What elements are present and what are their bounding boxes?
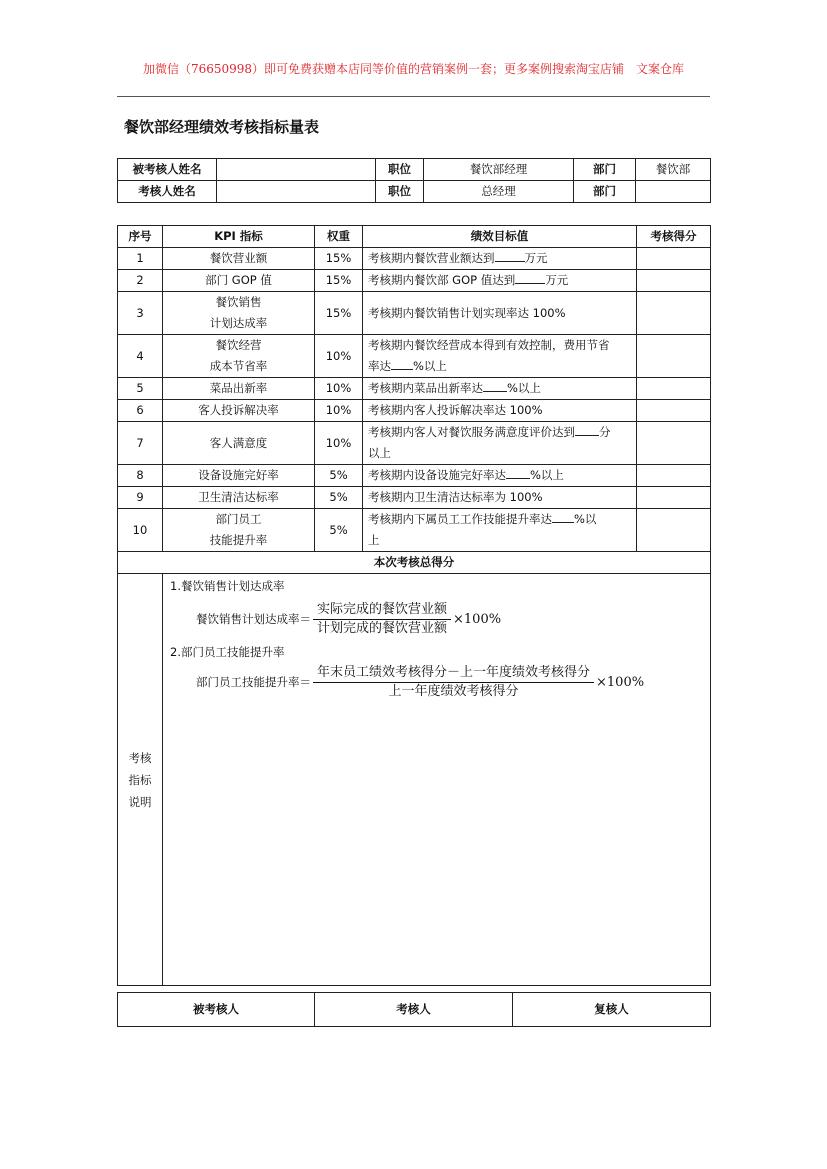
assessor-position-value: 总经理	[424, 181, 574, 203]
row-kpi: 餐饮营业额	[163, 248, 315, 270]
table-row	[118, 400, 711, 422]
assessee-position-label: 职位	[376, 159, 424, 181]
fill-blank[interactable]	[391, 357, 413, 370]
fill-blank[interactable]	[515, 271, 545, 284]
row-target: 考核期内客人对餐饮服务满意度评价达到 分 以上	[363, 422, 637, 465]
row-score-field[interactable]	[637, 248, 711, 270]
assessor-dept-label: 部门	[574, 181, 636, 203]
table-row	[118, 248, 711, 270]
row-no: 10	[118, 509, 163, 552]
row-no: 2	[118, 270, 163, 292]
page-title: 餐饮部经理绩效考核指标量表	[124, 118, 320, 136]
row-weight: 10%	[315, 422, 363, 465]
row-weight: 5%	[315, 487, 363, 509]
row-target: 考核期内餐饮销售计划实现率达 100%	[363, 292, 637, 335]
formula-2-heading: 2.部门员工技能提升率	[170, 645, 285, 659]
row-score-field[interactable]	[637, 422, 711, 465]
row-kpi: 客人满意度	[163, 422, 315, 465]
row-target: 考核期内餐饮营业额达到 万元	[363, 248, 637, 270]
formula-2-numerator: 年末员工绩效考核得分－上一年度绩效考核得分	[313, 664, 594, 683]
row-weight: 10%	[315, 378, 363, 400]
row-kpi: 餐饮经营 成本节省率	[163, 335, 315, 378]
row-score-field[interactable]	[637, 292, 711, 335]
assessee-dept-value: 餐饮部	[636, 159, 711, 181]
formula-2-denominator: 上一年度绩效考核得分	[388, 684, 519, 699]
row-weight: 5%	[315, 465, 363, 487]
info-row-assessee	[118, 159, 711, 181]
assessee-name-field[interactable]	[217, 159, 376, 181]
row-no: 1	[118, 248, 163, 270]
row-target: 考核期内餐饮经营成本得到有效控制，费用节省 率达 %以上	[363, 335, 637, 378]
header-divider	[117, 96, 710, 97]
fill-blank[interactable]	[552, 510, 574, 523]
row-target: 考核期内卫生清洁达标率为 100%	[363, 487, 637, 509]
fill-blank[interactable]	[495, 249, 525, 262]
row-no: 3	[118, 292, 163, 335]
row-target: 考核期内菜品出新率达 %以上	[363, 378, 637, 400]
row-kpi: 部门员工 技能提升率	[163, 509, 315, 552]
col-header-score: 考核得分	[637, 226, 711, 248]
row-no: 6	[118, 400, 163, 422]
kpi-header-row	[118, 226, 711, 248]
explanation-row	[118, 574, 711, 986]
row-score-field[interactable]	[637, 400, 711, 422]
total-row	[118, 552, 711, 574]
assessor-dept-field[interactable]	[636, 181, 711, 203]
row-score-field[interactable]	[637, 465, 711, 487]
row-kpi: 客人投诉解决率	[163, 400, 315, 422]
formula-1-heading: 1.餐饮销售计划达成率	[170, 579, 285, 593]
row-kpi: 设备设施完好率	[163, 465, 315, 487]
row-no: 4	[118, 335, 163, 378]
row-kpi: 部门 GOP 值	[163, 270, 315, 292]
info-table	[117, 158, 711, 203]
table-row	[118, 335, 711, 378]
row-target: 考核期内餐饮部 GOP 值达到 万元	[363, 270, 637, 292]
signature-assessee[interactable]: 被考核人	[118, 993, 315, 1027]
formula-1-lhs: 餐饮销售计划达成率＝	[196, 612, 311, 626]
row-weight: 5%	[315, 509, 363, 552]
assessee-position-value: 餐饮部经理	[424, 159, 574, 181]
fill-blank[interactable]	[506, 466, 530, 479]
explanation-content	[163, 574, 711, 986]
table-row	[118, 509, 711, 552]
row-no: 9	[118, 487, 163, 509]
row-weight: 15%	[315, 270, 363, 292]
row-no: 5	[118, 378, 163, 400]
row-weight: 15%	[315, 248, 363, 270]
row-weight: 10%	[315, 400, 363, 422]
signature-row	[118, 993, 711, 1027]
row-score-field[interactable]	[637, 378, 711, 400]
table-row	[118, 422, 711, 465]
formula-1	[196, 601, 501, 638]
row-target: 考核期内客人投诉解决率达 100%	[363, 400, 637, 422]
formula-1-multiplier: ×100%	[453, 612, 502, 627]
total-score-label: 本次考核总得分	[118, 552, 711, 574]
row-score-field[interactable]	[637, 335, 711, 378]
assessor-name-label: 考核人姓名	[118, 181, 217, 203]
col-header-weight: 权重	[315, 226, 363, 248]
signature-table	[117, 992, 711, 1027]
info-row-assessor	[118, 181, 711, 203]
table-row	[118, 378, 711, 400]
signature-reviewer[interactable]: 复核人	[513, 993, 711, 1027]
row-score-field[interactable]	[637, 487, 711, 509]
formula-2-fraction	[313, 664, 594, 701]
assessor-position-label: 职位	[376, 181, 424, 203]
row-kpi: 菜品出新率	[163, 378, 315, 400]
row-target: 考核期内下属员工工作技能提升率达 %以 上	[363, 509, 637, 552]
assessee-name-label: 被考核人姓名	[118, 159, 217, 181]
table-row	[118, 465, 711, 487]
promo-banner: 加微信（76650998）即可免费获赠本店同等价值的营销案例一套；更多案例搜索淘宝店铺 文案仓库	[142, 62, 685, 76]
row-weight: 15%	[315, 292, 363, 335]
row-weight: 10%	[315, 335, 363, 378]
assessee-dept-label: 部门	[574, 159, 636, 181]
kpi-table	[117, 225, 711, 986]
col-header-target: 绩效目标值	[363, 226, 637, 248]
formula-1-denominator: 计划完成的餐饮营业额	[317, 621, 448, 636]
formula-1-fraction	[313, 601, 451, 638]
col-header-kpi: KPI 指标	[163, 226, 315, 248]
row-kpi: 卫生清洁达标率	[163, 487, 315, 509]
row-target: 考核期内设备设施完好率达 %以上	[363, 465, 637, 487]
row-no: 8	[118, 465, 163, 487]
fill-blank[interactable]	[575, 423, 599, 436]
formula-1-numerator: 实际完成的餐饮营业额	[313, 601, 451, 620]
formula-2	[196, 664, 644, 701]
assessor-name-field[interactable]	[217, 181, 376, 203]
col-header-no: 序号	[118, 226, 163, 248]
formula-2-multiplier: ×100%	[596, 675, 645, 690]
row-no: 7	[118, 422, 163, 465]
explanation-side-label: 考核 指标 说明	[118, 574, 163, 986]
formula-2-lhs: 部门员工技能提升率＝	[196, 675, 311, 689]
row-score-field[interactable]	[637, 509, 711, 552]
fill-blank[interactable]	[483, 379, 507, 392]
table-row	[118, 270, 711, 292]
row-score-field[interactable]	[637, 270, 711, 292]
table-row	[118, 292, 711, 335]
row-kpi: 餐饮销售 计划达成率	[163, 292, 315, 335]
signature-assessor[interactable]: 考核人	[315, 993, 513, 1027]
table-row	[118, 487, 711, 509]
